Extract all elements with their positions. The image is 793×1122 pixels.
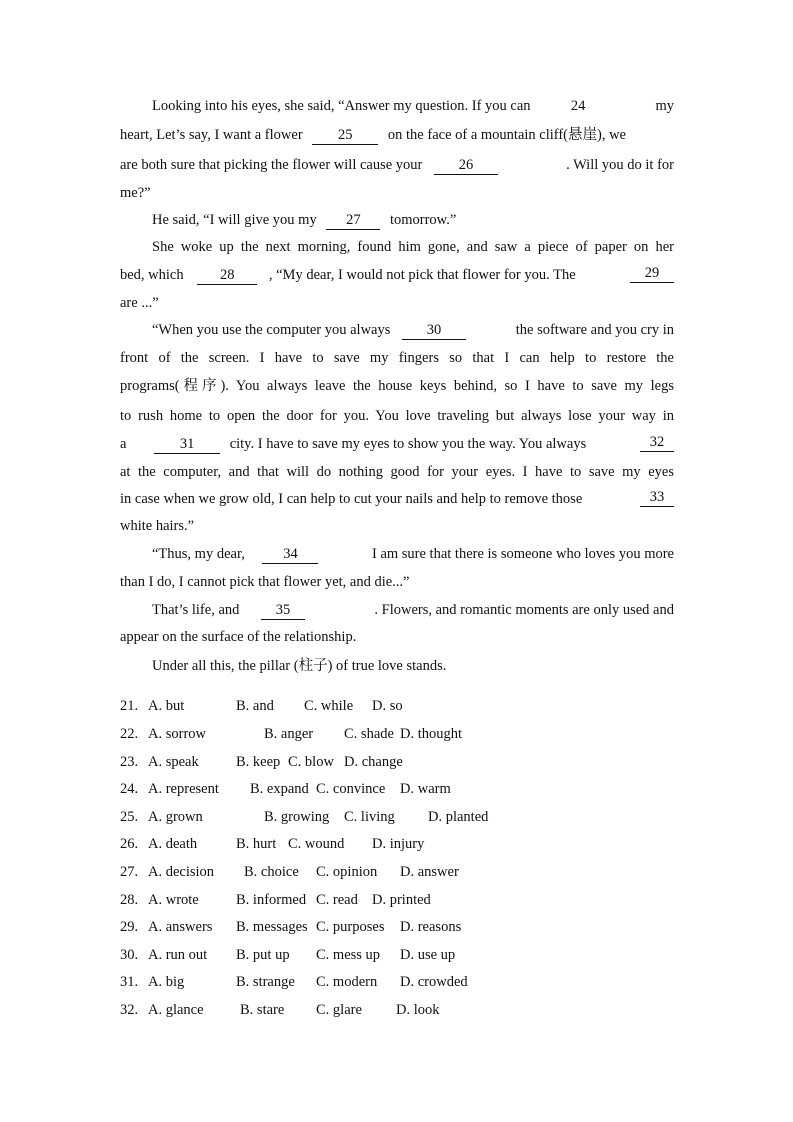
passage-line bbox=[152, 600, 674, 620]
question-number: 21. bbox=[120, 698, 139, 714]
passage-line bbox=[152, 544, 674, 564]
passage-line: front of the screen. I have to save my fingers so that I can help to restore the bbox=[120, 350, 674, 366]
passage-text: are both sure that picking the flower will cause your bbox=[120, 157, 423, 173]
passage-line bbox=[152, 96, 674, 116]
passage-line bbox=[120, 434, 674, 454]
blank-24: 24 bbox=[570, 98, 586, 114]
option-b: B. put up bbox=[236, 947, 290, 963]
question-number: 31. bbox=[120, 974, 139, 990]
blank-27: 27 bbox=[326, 212, 380, 230]
passage-line bbox=[120, 155, 674, 175]
option-c: C. while bbox=[304, 698, 354, 714]
passage-text: “When you use the computer you always bbox=[152, 322, 391, 338]
question-number: 28. bbox=[120, 892, 139, 908]
passage-text: city. I have to save my eyes to show you the way. You always bbox=[229, 436, 587, 452]
passage-text: a bbox=[120, 436, 127, 452]
blank-32: 32 bbox=[640, 434, 674, 452]
blank-25: 25 bbox=[312, 127, 378, 145]
option-d: D. crowded bbox=[400, 974, 468, 990]
option-c: C. mess up bbox=[316, 947, 381, 963]
option-b: B. stare bbox=[240, 1002, 285, 1018]
blank-34: 34 bbox=[262, 546, 318, 564]
option-c: C. read bbox=[316, 892, 358, 908]
option-d: D. warm bbox=[400, 781, 451, 797]
question-number: 30. bbox=[120, 947, 139, 963]
passage-text: I am sure that there is someone who loves you more bbox=[371, 546, 674, 562]
question-number: 25. bbox=[120, 809, 139, 825]
option-a: A. sorrow bbox=[148, 726, 206, 742]
passage-text: heart, Let’s say, I want a flower bbox=[120, 127, 303, 143]
option-b: B. and bbox=[236, 698, 274, 714]
option-c: C. convince bbox=[316, 781, 386, 797]
passage-line: Under all this, the pillar (柱子) of true love stands. bbox=[152, 658, 447, 674]
passage-text: He said, “I will give you my bbox=[152, 212, 317, 228]
option-a: A. but bbox=[148, 698, 185, 714]
passage-line: are ...” bbox=[120, 295, 159, 311]
option-d: D. change bbox=[344, 754, 403, 770]
option-c: C. living bbox=[344, 809, 395, 825]
question-number: 29. bbox=[120, 919, 139, 935]
passage-text: my bbox=[655, 98, 674, 114]
blank-29: 29 bbox=[630, 265, 674, 283]
blank-30: 30 bbox=[402, 322, 466, 340]
question-number: 24. bbox=[120, 781, 139, 797]
passage-text: “Thus, my dear, bbox=[152, 546, 245, 562]
passage-text: , “My dear, I would not pick that flower for you. The bbox=[268, 267, 576, 283]
option-c: C. purposes bbox=[316, 919, 385, 935]
question-number: 23. bbox=[120, 754, 139, 770]
passage-line: at the computer, and that will do nothing good for your eyes. I have to save my eyes bbox=[120, 464, 674, 480]
option-b: B. informed bbox=[236, 892, 307, 908]
option-b: B. keep bbox=[236, 754, 281, 770]
passage-line: me?” bbox=[120, 185, 151, 201]
question-number: 22. bbox=[120, 726, 139, 742]
passage-line: to rush home to open the door for you. You love traveling but always lose your way in bbox=[120, 408, 674, 424]
option-a: A. answers bbox=[148, 919, 213, 935]
option-d: D. look bbox=[396, 1002, 440, 1018]
passage-text: Looking into his eyes, she said, “Answer my question. If you can bbox=[152, 98, 531, 114]
passage-line bbox=[120, 265, 674, 285]
option-d: D. thought bbox=[400, 726, 463, 742]
passage-text: on the face of a mountain cliff(悬崖), we bbox=[387, 127, 626, 143]
option-d: D. so bbox=[372, 698, 403, 714]
blank-26: 26 bbox=[434, 157, 498, 175]
blank-28: 28 bbox=[197, 267, 257, 285]
option-a: A. big bbox=[148, 974, 185, 990]
question-number: 27. bbox=[120, 864, 139, 880]
option-b: B. hurt bbox=[236, 836, 277, 852]
passage-line bbox=[120, 125, 674, 145]
option-c: C. shade bbox=[344, 726, 394, 742]
option-c: C. blow bbox=[288, 754, 334, 770]
passage-line bbox=[152, 210, 674, 230]
passage-line: programs(程序). You always leave the house keys behind, so I have to save my legs bbox=[120, 378, 674, 394]
passage-text: . Will you do it for bbox=[566, 157, 674, 173]
option-d: D. planted bbox=[428, 809, 489, 825]
passage-line: She woke up the next morning, found him gone, and saw a piece of paper on her bbox=[152, 239, 674, 255]
blank-35: 35 bbox=[261, 602, 305, 620]
passage-line: white hairs.” bbox=[120, 518, 195, 534]
option-a: A. wrote bbox=[148, 892, 199, 908]
option-d: D. reasons bbox=[400, 919, 462, 935]
option-b: B. messages bbox=[236, 919, 308, 935]
option-a: A. death bbox=[148, 836, 198, 852]
blank-33: 33 bbox=[640, 489, 674, 507]
option-c: C. glare bbox=[316, 1002, 362, 1018]
question-number: 26. bbox=[120, 836, 139, 852]
passage-line: than I do, I cannot pick that flower yet, and die...” bbox=[120, 574, 410, 590]
option-b: B. growing bbox=[264, 809, 330, 825]
option-a: A. run out bbox=[148, 947, 208, 963]
option-c: C. opinion bbox=[316, 864, 378, 880]
option-a: A. glance bbox=[148, 1002, 204, 1018]
passage-line bbox=[120, 489, 674, 509]
option-d: D. printed bbox=[372, 892, 431, 908]
passage-text: That’s life, and bbox=[152, 602, 240, 618]
option-b: B. choice bbox=[244, 864, 299, 880]
option-b: B. anger bbox=[264, 726, 314, 742]
passage-line: appear on the surface of the relationship. bbox=[120, 629, 357, 645]
blank-31: 31 bbox=[154, 436, 220, 454]
option-c: C. wound bbox=[288, 836, 345, 852]
option-c: C. modern bbox=[316, 974, 378, 990]
option-d: D. injury bbox=[372, 836, 425, 852]
passage-text: tomorrow.” bbox=[389, 212, 457, 228]
passage-text: the software and you cry in bbox=[515, 322, 674, 338]
option-a: A. decision bbox=[148, 864, 215, 880]
passage-text: . Flowers, and romantic moments are only used and bbox=[374, 602, 674, 618]
passage-text: in case when we grow old, I can help to cut your nails and help to remove those bbox=[120, 491, 583, 507]
option-b: B. expand bbox=[250, 781, 309, 797]
option-d: D. use up bbox=[400, 947, 456, 963]
option-b: B. strange bbox=[236, 974, 295, 990]
option-a: A. grown bbox=[148, 809, 203, 825]
passage-line bbox=[152, 320, 674, 340]
option-a: A. represent bbox=[148, 781, 219, 797]
option-a: A. speak bbox=[148, 754, 199, 770]
option-d: D. answer bbox=[400, 864, 459, 880]
question-number: 32. bbox=[120, 1002, 139, 1018]
passage-text: bed, which bbox=[120, 267, 184, 283]
